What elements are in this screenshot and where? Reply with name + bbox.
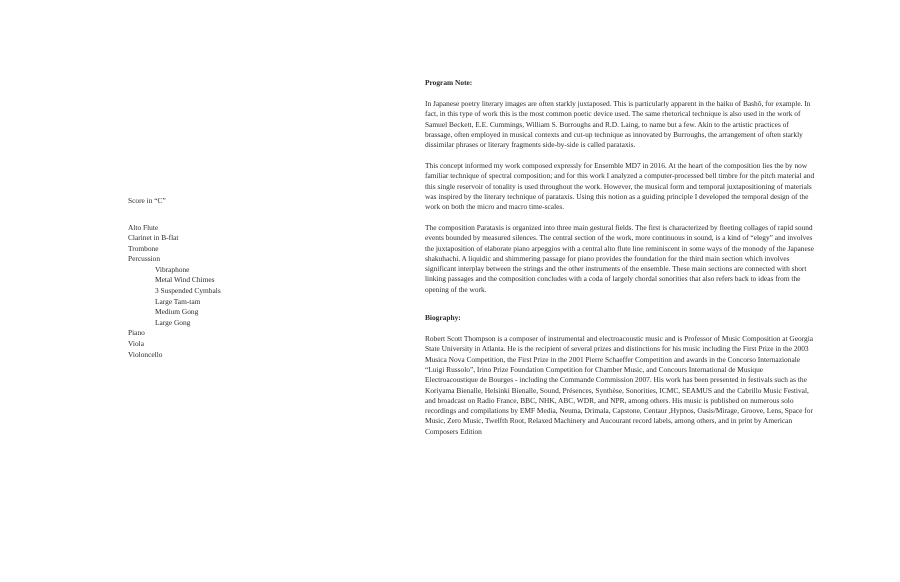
biography-paragraph: Robert Scott Thompson is a composer of instrumental and electroacoustic music and is Professor of Music Composition at Georgia State University in Atlanta. He is the recipient of several prizes and distinctions for his music including the First Prize in the 2003 Musica Nova Competition, the First Prize in the 2001 Pierre Schaeffer Competition and awards in the Concorso Internazionale “Luigi Russolo”, Irino Prize Foundation Competition for Chamber Music, and Concours International de Musique Electroacoustique de Bourges - including the Commande Commission 2007. His work has been presented in festivals such as the Koriyama Bienalle, Helsinki Bienalle, Sound, Présences, Synthèse, Sonorities, ICMC, SEAMUS and the Cabrillo Music Festival, and broadcast on Radio France, BBC, NHK, ABC, WDR, and NPR, among others. His music is published on numerous solo recordings and compilations by EMF Media, Neuma, Drimala, Capstone, Centaur ,Hypnos, Oasis/Mirage, Groove, Lens, Space for Music, Zero Music, Twelfth Root, Relaxed Machinery and Aucourant record labels, among others, and in print by American Composers Edition [425, 334, 814, 436]
percussion-label: Percussion [128, 254, 161, 264]
instrument-clarinet: Clarinet in B-flat [128, 233, 179, 243]
program-note-heading: Program Note: [425, 78, 473, 87]
percussion-item: Metal Wind Chimes [155, 275, 215, 285]
program-note-paragraph: In Japanese poetry literary images are often starkly juxtaposed. This is particularly apparent in the haiku of Bashō, for example. In fact, in this type of work this is the most common poetic device used. The same rhetorical technique is also used in the work of Samuel Beckett, E.E. Cummings, William S. Burroughs and R.D. Laing, to name but a few. Akin to the artistic practices of brassage, often employed in musical contexts and cut-up technique as innovated by Burroughs, the arrangement of often starkly dissimilar phrases or literary fragments side-by-side is called parataxis. [425, 99, 811, 150]
instrument-list [128, 223, 358, 361]
percussion-item: Large Gong [155, 317, 191, 327]
program-note-paragraph: The composition Parataxis is organized into three main gestural fields. The first is characterized by fleeting collages of rapid sound events bounded by measured silences. The central section of the work, more continuous in sound, is a kind of “elegy” and involves the juxtaposition of elaborate piano arpeggios with a central alto flute line reminiscent in some ways of the monody of the Japanese shakuhachi. A liquidic and shimmering passage for piano provides the foundation for the third main section which involves significant interplay between the strings and the other instruments of the ensemble. These main sections are connected with short linking passages and the composition concludes with a coda of largely chordal sonorities that also refers back to ideas from the opening of the work. [425, 222, 814, 294]
instrument-viola: Viola [128, 339, 144, 349]
percussion-item: Large Tam-tam [155, 296, 201, 306]
biography-heading: Biography: [425, 313, 461, 323]
instrumentation-column [128, 196, 358, 360]
instrument-alto-flute: Alto Flute [128, 222, 159, 232]
percussion-item: Vibraphone [155, 264, 190, 274]
percussion-item: Medium Gong [155, 307, 199, 317]
score-label: Score in “C” [128, 196, 166, 205]
instrument-violoncello: Violoncello [128, 349, 163, 359]
text-column [425, 78, 817, 448]
instrument-percussion [128, 254, 358, 328]
instrument-trombone: Trombone [128, 243, 159, 253]
percussion-list [128, 265, 358, 329]
percussion-item: 3 Suspended Cymbals [155, 286, 221, 296]
program-note-paragraph: This concept informed my work composed expressly for Ensemble MD7 in 2016. At the heart of the composition lies the by now familiar technique of spectral composition; and for this work I analyzed a computer-processed bell timbre for the pitch material and this single reservoir of tonality is used throughout the work. However, the musical form and temporal juxtapositioning of materials was inspired by the literary technique of parataxis. Using this notion as a guiding principle I developed the temporal design of the work on both the micro and macro time-scales. [425, 160, 815, 212]
instrument-piano: Piano [128, 328, 145, 338]
